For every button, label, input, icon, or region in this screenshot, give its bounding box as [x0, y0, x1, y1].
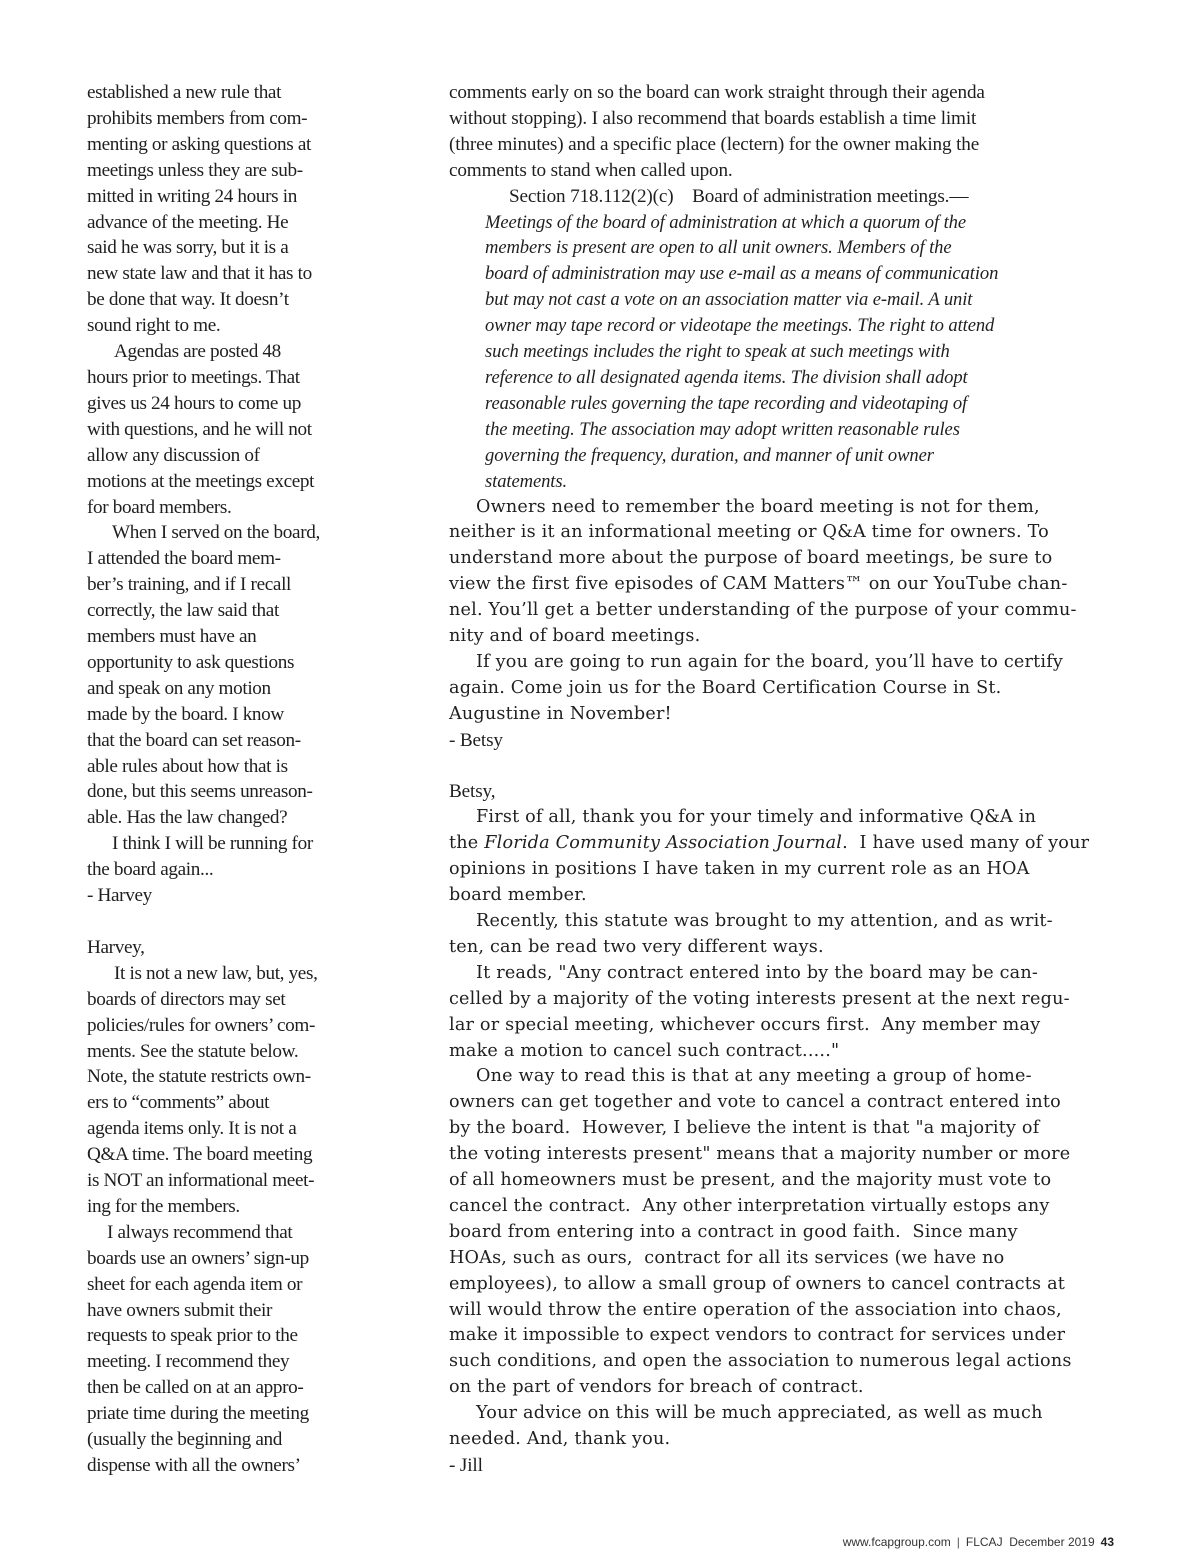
body-text-line: without stopping). I also recommend that boards establish a time limit — [449, 107, 977, 129]
body-text-line: the board again... — [87, 859, 214, 881]
body-text-line: have owners submit their — [87, 1299, 273, 1321]
body-text-line: on the part of vendors for breach of contract. — [449, 1377, 864, 1398]
body-text-line: boards use an owners’ sign-up — [87, 1247, 309, 1269]
paragraph-first-line: I think I will be running for — [112, 833, 313, 855]
footer-separator: | — [956, 1535, 960, 1549]
statute-quote-line: but may not cast a vote on an association matter via e-mail. A unit — [485, 289, 973, 311]
body-text-line: sheet for each agenda item or — [87, 1273, 303, 1295]
statute-section-heading: Section 718.112(2)(c) Board of administration meetings.— — [509, 185, 969, 207]
body-text-line: said he was sorry, but it is a — [87, 237, 289, 259]
body-text-line: members must have an — [87, 626, 257, 648]
body-text-line: employees), to allow a small group of owners to cancel contracts at — [449, 1273, 1066, 1294]
body-text-line: for board members. — [87, 496, 232, 518]
body-text-line: menting or asking questions at — [87, 133, 311, 155]
left-text-column — [87, 80, 367, 1479]
footer-publication: FLCAJ — [965, 1535, 1003, 1549]
body-text-line: Q&A time. The board meeting — [87, 1144, 313, 1166]
footer-issue-date: December 2019 — [1009, 1535, 1095, 1549]
paragraph-gap — [87, 909, 367, 935]
body-text-line: make a motion to cancel such contract....." — [449, 1040, 840, 1061]
body-text-line: comments early on so the board can work straight through their agenda — [449, 82, 985, 103]
body-text-line: opinions in positions I have taken in my current role as an HOA — [449, 859, 1030, 880]
journal-title: Florida Community Association Journal — [484, 833, 843, 854]
body-text-line: again. Come join us for the Board Certification Course in St. — [449, 677, 1002, 698]
body-text-line: such conditions, and open the association to numerous legal actions — [449, 1351, 1072, 1372]
statute-quote-line: the meeting. The association may adopt written reasonable rules — [485, 418, 960, 440]
body-text-line: nel. You’ll get a better understanding of the purpose of your commu- — [449, 600, 1077, 621]
statute-quote-line: such meetings includes the right to speak at such meetings with — [485, 341, 950, 363]
body-text-line: board from entering into a contract in good faith. Since many — [449, 1221, 1018, 1242]
body-text-line: Note, the statute restricts own- — [87, 1066, 311, 1088]
body-text-line: needed. And, thank you. — [449, 1429, 671, 1450]
body-text-line: mitted in writing 24 hours in — [87, 185, 297, 207]
statute-quote-line: Meetings of the board of administration at which a quorum of the — [485, 211, 966, 233]
signature-betsy: - Betsy — [449, 729, 503, 751]
body-text-line: advance of the meeting. He — [87, 211, 289, 233]
body-text-line: celled by a majority of the voting interests present at the next regu- — [449, 988, 1070, 1009]
body-text-line: board member. — [449, 885, 587, 906]
body-text-line: opportunity to ask questions — [87, 651, 295, 673]
right-text-column — [449, 80, 1089, 1479]
body-text-line: dispense with all the owners’ — [87, 1455, 301, 1477]
body-text-line: with questions, and he will not — [87, 418, 312, 440]
body-text-line: Augustine in November! — [449, 703, 672, 724]
text-run: the — [449, 833, 485, 854]
paragraph-first-line: If you are going to run again for the board, you’ll have to certify — [476, 651, 1064, 672]
paragraph-first-line: One way to read this is that at any meeting a group of home- — [476, 1066, 1032, 1087]
body-text-line: hours prior to meetings. That — [87, 366, 300, 388]
statute-quote-line: reference to all designated agenda items. The division shall adopt — [485, 366, 968, 388]
page-number: 43 — [1100, 1535, 1114, 1549]
body-text-line: neither is it an informational meeting or Q&A time for owners. To — [449, 522, 1049, 543]
paragraph-first-line: I always recommend that — [107, 1221, 293, 1243]
body-text-line: agenda items only. It is not a — [87, 1118, 297, 1140]
body-text-line: be done that way. It doesn’t — [87, 289, 289, 311]
body-text-line: ers to “comments” about — [87, 1092, 270, 1114]
body-text-line: is NOT an informational meet- — [87, 1170, 315, 1192]
body-text-line: and speak on any motion — [87, 677, 271, 699]
body-text-line: prohibits members from com- — [87, 107, 308, 129]
body-text-line: will would throw the entire operation of the association into chaos, — [449, 1299, 1062, 1320]
body-text-line: gives us 24 hours to come up — [87, 392, 302, 414]
paragraph-first-line: When I served on the board, — [112, 522, 320, 544]
body-text-line: make it impossible to expect vendors to contract for services under — [449, 1325, 1066, 1346]
statute-quote-line: statements. — [485, 470, 568, 492]
body-text-line: ments. See the statute below. — [87, 1040, 299, 1062]
body-text-line: established a new rule that — [87, 82, 282, 103]
paragraph-first-line: It is not a new law, but, yes, — [114, 962, 318, 984]
body-text-line: the voting interests present" means that a majority number or more — [449, 1144, 1071, 1165]
body-text-line: sound right to me. — [87, 315, 221, 337]
body-text-line: motions at the meetings except — [87, 470, 315, 492]
body-text-line: able rules about how that is — [87, 755, 288, 777]
statute-quote-line: governing the frequency, duration, and manner of unit owner — [485, 444, 934, 466]
signature-jill: - Jill — [449, 1455, 483, 1477]
body-text-line: made by the board. I know — [87, 703, 284, 725]
paragraph-first-line: It reads, "Any contract entered into by the board may be can- — [476, 962, 1039, 983]
signature-harvey: - Harvey — [87, 885, 152, 907]
page-footer — [843, 1535, 1114, 1549]
statute-quote-line: reasonable rules governing the tape recording and videotaping of — [485, 392, 968, 414]
salutation-harvey: Harvey, — [87, 936, 145, 958]
body-text-line: then be called on at an appro- — [87, 1377, 304, 1399]
body-text-line: view the first five episodes of CAM Matters™ on our YouTube chan- — [449, 574, 1068, 595]
body-text-line: priate time during the meeting — [87, 1403, 309, 1425]
paragraph-first-line: Owners need to remember the board meeting is not for them, — [476, 496, 1040, 517]
paragraph-first-line: Agendas are posted 48 — [114, 341, 281, 363]
body-text-line: ten, can be read two very different ways. — [449, 936, 824, 957]
body-text-line: I attended the board mem- — [87, 548, 281, 570]
statute-quote-line: board of administration may use e-mail as a means of communication — [485, 263, 999, 285]
body-text-line: cancel the contract. Any other interpretation virtually estops any — [449, 1195, 1050, 1216]
body-text-line: ber’s training, and if I recall — [87, 574, 292, 596]
body-text-line: requests to speak prior to the — [87, 1325, 298, 1347]
body-text-line: nity and of board meetings. — [449, 626, 701, 647]
body-text-line: meetings unless they are sub- — [87, 159, 303, 181]
paragraph-first-line: First of all, thank you for your timely and informative Q&A in — [476, 807, 1037, 828]
body-text-line: ing for the members. — [87, 1195, 240, 1217]
body-text-line: (usually the beginning and — [87, 1429, 282, 1451]
body-text-line: comments to stand when called upon. — [449, 159, 733, 181]
body-text-line: able. Has the law changed? — [87, 807, 288, 829]
body-text-line: done, but this seems unreason- — [87, 781, 313, 803]
body-text-line: meeting. I recommend they — [87, 1351, 290, 1373]
body-text-line: new state law and that it has to — [87, 263, 312, 285]
body-text-line: of all homeowners must be present, and the majority must vote to — [449, 1170, 1052, 1191]
text-run: . I have used many of your — [842, 833, 1090, 854]
body-text-line: allow any discussion of — [87, 444, 260, 466]
body-text-line: that the board can set reason- — [87, 729, 301, 751]
paragraph-gap — [449, 754, 1089, 780]
statute-quote-line: owner may tape record or videotape the meetings. The right to attend — [485, 315, 995, 337]
statute-quote-line: members is present are open to all unit owners. Members of the — [485, 237, 952, 259]
body-text-line: boards of directors may set — [87, 988, 286, 1010]
salutation-betsy: Betsy, — [449, 781, 496, 803]
body-text-line: policies/rules for owners’ com- — [87, 1014, 316, 1036]
body-text-line: by the board. However, I believe the intent is that "a majority of — [449, 1118, 1040, 1139]
body-text-line: HOAs, such as ours, contract for all its services (we have no — [449, 1247, 1005, 1268]
footer-website: www.fcapgroup.com — [842, 1535, 951, 1549]
body-text-line — [449, 831, 1089, 857]
body-text-line: (three minutes) and a specific place (lectern) for the owner making the — [449, 133, 980, 155]
body-text-line: lar or special meeting, whichever occurs first. Any member may — [449, 1014, 1041, 1035]
paragraph-first-line: Your advice on this will be much appreciated, as well as much — [476, 1403, 1043, 1424]
body-text-line: owners can get together and vote to cancel a contract entered into — [449, 1092, 1061, 1113]
body-text-line: correctly, the law said that — [87, 600, 279, 622]
body-text-line: understand more about the purpose of board meetings, be sure to — [449, 548, 1053, 569]
paragraph-first-line: Recently, this statute was brought to my attention, and as writ- — [476, 910, 1053, 931]
